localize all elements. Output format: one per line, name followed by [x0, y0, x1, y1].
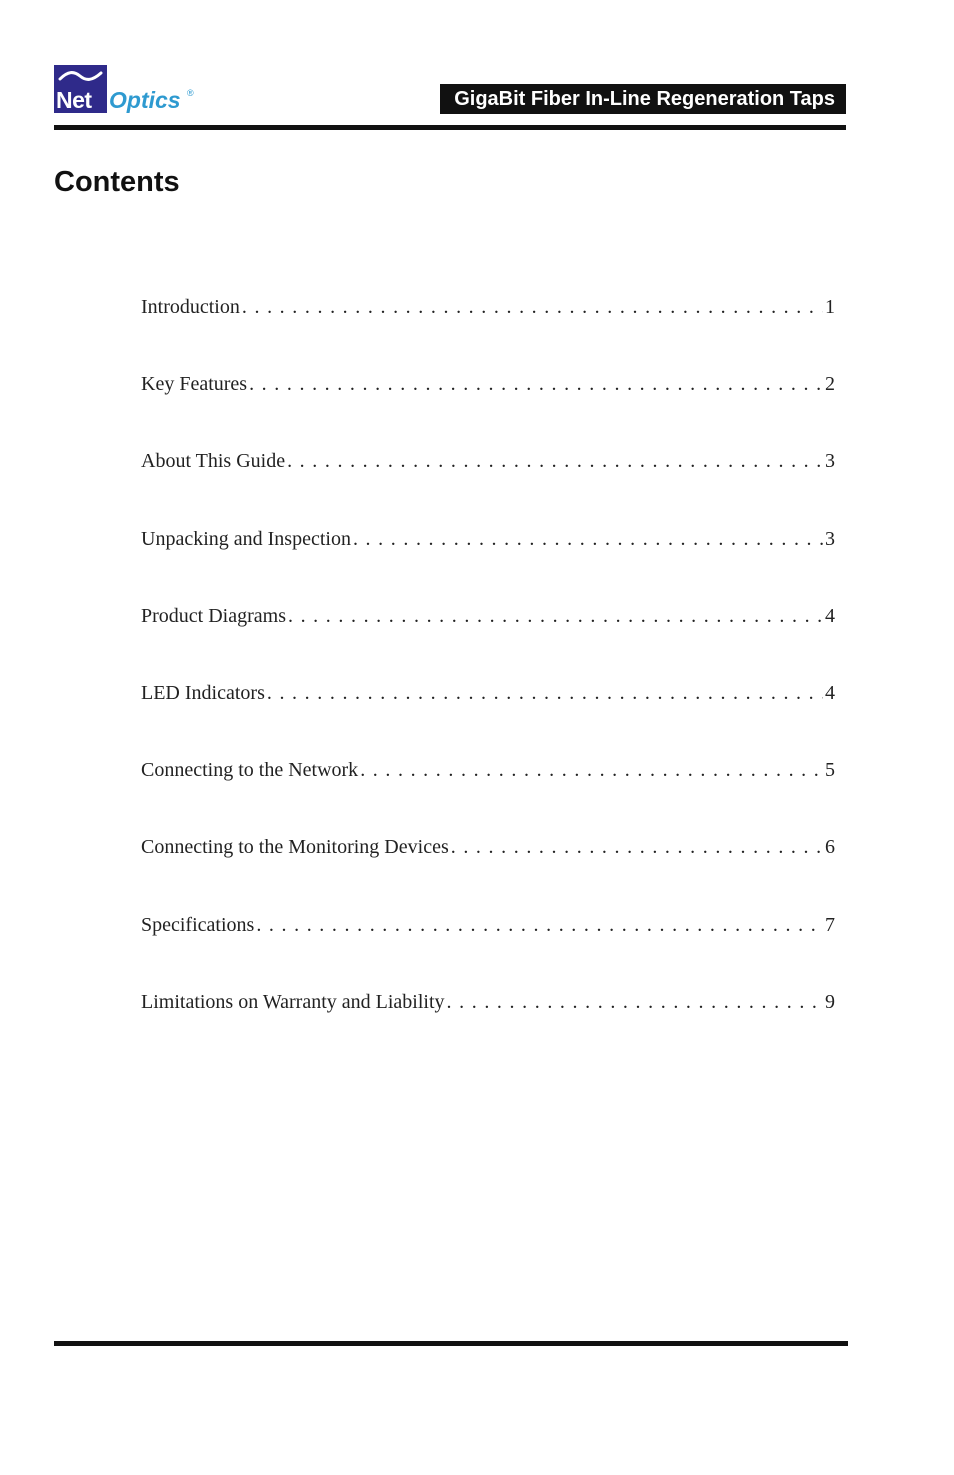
- logo-box: [54, 65, 107, 113]
- toc-entry[interactable]: [141, 525, 835, 602]
- toc-leader-dots: [360, 756, 823, 784]
- toc-entry-page: 2: [825, 373, 835, 396]
- toc-entry-page: 9: [825, 990, 835, 1013]
- toc-leader-dots: [288, 602, 823, 630]
- toc-leader-dots: [249, 370, 823, 398]
- toc-entry-label: Limitations on Warranty and Liability: [141, 990, 445, 1013]
- toc-entry[interactable]: [141, 988, 835, 1065]
- toc-leader-dots: [242, 293, 823, 321]
- toc-entry-page: 5: [825, 759, 835, 782]
- toc-leader-dots: [287, 447, 823, 475]
- header-title: GigaBit Fiber In-Line Regeneration Taps: [440, 84, 846, 114]
- toc-entry[interactable]: [141, 602, 835, 679]
- toc-entry[interactable]: [141, 756, 835, 833]
- toc-leader-dots: [451, 833, 823, 861]
- toc-entry-page: 3: [825, 450, 835, 473]
- toc-entry-label: Key Features: [141, 373, 248, 396]
- toc-entry-page: 4: [825, 604, 835, 627]
- toc-entry-page: 1: [825, 296, 835, 318]
- toc-entry-label: Introduction: [141, 296, 240, 318]
- toc-entry-label: About This Guide: [141, 450, 286, 473]
- toc-entry[interactable]: [141, 447, 835, 524]
- wave-icon: [58, 69, 103, 83]
- toc-entry[interactable]: [141, 911, 835, 988]
- toc-entry-page: 3: [825, 527, 835, 550]
- toc-leader-dots: [353, 525, 823, 553]
- footer-rule: [54, 1341, 848, 1346]
- toc-entry[interactable]: [141, 370, 835, 447]
- table-of-contents: [141, 293, 835, 1065]
- toc-entry[interactable]: [141, 679, 835, 756]
- toc-entry-page: 7: [825, 913, 835, 936]
- toc-entry-label: Unpacking and Inspection: [141, 527, 351, 550]
- toc-entry-label: Connecting to the Monitoring Devices: [141, 836, 449, 859]
- toc-entry-label: LED Indicators: [141, 681, 265, 704]
- logo-net-text: Net: [56, 87, 92, 113]
- toc-entry-label: Connecting to the Network: [141, 759, 359, 782]
- toc-leader-dots: [267, 679, 823, 707]
- toc-entry-page: 6: [825, 836, 835, 859]
- toc-leader-dots: [256, 911, 823, 939]
- toc-entry[interactable]: [141, 293, 835, 370]
- toc-entry-label: Specifications: [141, 913, 255, 936]
- toc-leader-dots: [447, 988, 823, 1016]
- registered-mark: ®: [187, 88, 194, 98]
- netoptics-logo: [54, 65, 214, 115]
- header-rule: [54, 125, 846, 130]
- toc-entry-page: 4: [825, 681, 835, 704]
- toc-entry[interactable]: [141, 833, 835, 910]
- toc-entry-label: Product Diagrams: [141, 604, 286, 627]
- page-title: Contents: [54, 166, 180, 198]
- logo-optics-text: Optics: [109, 87, 181, 113]
